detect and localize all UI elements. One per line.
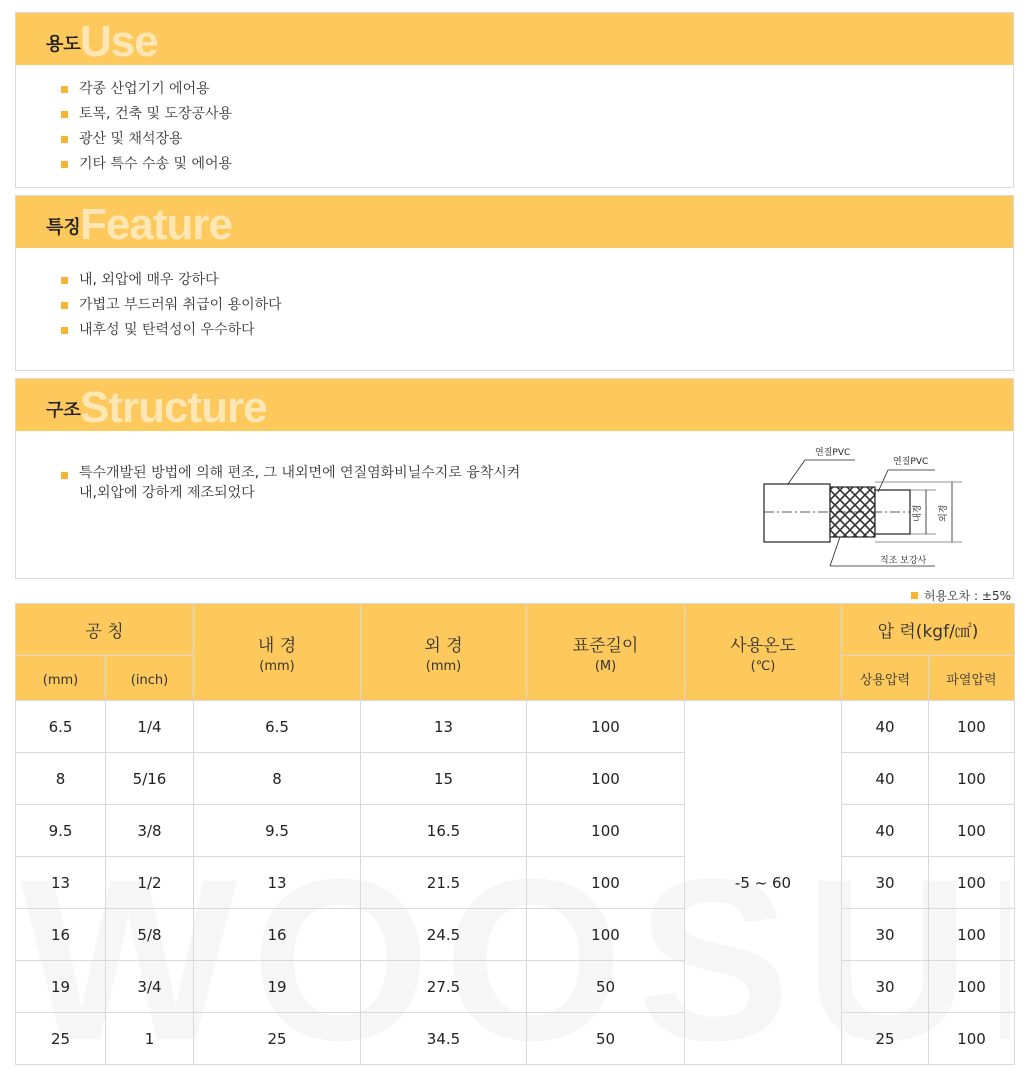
table-row [16, 701, 1015, 753]
header-burst-pressure: 파열압력 [929, 656, 1015, 701]
list-item: 내후성 및 탄력성이 우수하다 [61, 318, 1013, 343]
list-item: 기타 특수 수송 및 에어용 [61, 152, 1013, 177]
cell-outer: 15 [361, 753, 527, 805]
cell-working: 30 [842, 961, 929, 1013]
list-item: 토목, 건축 및 도장공사용 [61, 102, 1013, 127]
list-item: 각종 산업기기 에어용 [61, 77, 1013, 102]
structure-line-1: 특수개발된 방법에 의해 편조, 그 내외면에 연질염화비닐수지로 융착시켜 [79, 465, 521, 481]
list-item: 광산 및 채석장용 [61, 127, 1013, 152]
cell-length: 100 [527, 701, 685, 753]
feature-list [16, 248, 1013, 343]
header-temperature: 사용온도 (℃) [685, 604, 842, 701]
use-header [16, 13, 1013, 65]
cell-inner: 8 [194, 753, 361, 805]
cell-burst: 100 [929, 961, 1015, 1013]
cell-mm: 16 [16, 909, 106, 961]
feature-title: 특징 [46, 217, 81, 238]
outer-pvc-layer [764, 484, 830, 542]
cell-length: 100 [527, 805, 685, 857]
cell-burst: 100 [929, 909, 1015, 961]
use-title: 용도 [46, 34, 81, 55]
cell-outer: 16.5 [361, 805, 527, 857]
tolerance-note [911, 587, 1011, 604]
cell-inch: 3/4 [106, 961, 194, 1013]
cell-inner: 13 [194, 857, 361, 909]
structure-title-en: Structure [80, 383, 267, 431]
cell-working: 30 [842, 857, 929, 909]
table-row [16, 753, 1015, 805]
header-length: 표준길이 (M) [527, 604, 685, 701]
cell-temperature: -5 ~ 60 [685, 701, 842, 1065]
label-outer-dia: 외경 [939, 504, 949, 522]
cell-working: 40 [842, 805, 929, 857]
cell-mm: 8 [16, 753, 106, 805]
use-title-en: Use [80, 17, 158, 65]
cell-mm: 6.5 [16, 701, 106, 753]
cell-outer: 27.5 [361, 961, 527, 1013]
cell-outer: 24.5 [361, 909, 527, 961]
cell-working: 30 [842, 909, 929, 961]
label-outer-pvc: 연질PVC [815, 448, 851, 458]
feature-section [15, 195, 1014, 371]
tolerance-text: 허용오차 : ±5% [923, 589, 1011, 603]
cell-burst: 100 [929, 1013, 1015, 1065]
cell-working: 40 [842, 701, 929, 753]
structure-line-2: 내,외압에 강하게 제조되었다 [79, 485, 255, 501]
header-outer-diameter: 외 경 (mm) [361, 604, 527, 701]
header-nominal-mm: (mm) [16, 656, 106, 701]
header-nominal-inch: (inch) [106, 656, 194, 701]
cell-length: 100 [527, 909, 685, 961]
header-nominal: 공 칭 [16, 604, 194, 656]
label-inner-pvc: 연질PVC [893, 457, 929, 467]
cell-mm: 25 [16, 1013, 106, 1065]
header-inner-diameter: 내 경 (mm) [194, 604, 361, 701]
cell-length: 100 [527, 753, 685, 805]
cell-inner: 6.5 [194, 701, 361, 753]
structure-title: 구조 [46, 400, 81, 421]
table-row [16, 805, 1015, 857]
feature-header [16, 196, 1013, 248]
feature-title-en: Feature [80, 200, 232, 248]
use-list [16, 65, 1013, 177]
cell-burst: 100 [929, 701, 1015, 753]
table-row [16, 1013, 1015, 1065]
cell-inch: 1 [106, 1013, 194, 1065]
cell-outer: 34.5 [361, 1013, 527, 1065]
cell-mm: 19 [16, 961, 106, 1013]
table-row [16, 961, 1015, 1013]
cell-inner: 19 [194, 961, 361, 1013]
cell-inch: 3/8 [106, 805, 194, 857]
structure-header [16, 379, 1013, 431]
spec-table [15, 603, 1015, 1065]
cell-mm: 13 [16, 857, 106, 909]
hose-structure-diagram [730, 440, 990, 575]
cell-outer: 21.5 [361, 857, 527, 909]
cell-burst: 100 [929, 805, 1015, 857]
cell-inch: 1/4 [106, 701, 194, 753]
cell-inch: 1/2 [106, 857, 194, 909]
use-section [15, 12, 1014, 188]
list-item: 내, 외압에 매우 강하다 [61, 268, 1013, 293]
table-row [16, 909, 1015, 961]
label-reinforce: 직조 보강사 [880, 556, 927, 566]
cell-burst: 100 [929, 857, 1015, 909]
header-pressure: 압 력(kgf/㎠) [842, 604, 1015, 656]
cell-working: 25 [842, 1013, 929, 1065]
cell-burst: 100 [929, 753, 1015, 805]
cell-inner: 9.5 [194, 805, 361, 857]
cell-working: 40 [842, 753, 929, 805]
list-item: 가볍고 부드러워 취급이 용이하다 [61, 293, 1013, 318]
cell-length: 50 [527, 1013, 685, 1065]
table-row [16, 857, 1015, 909]
cell-inch: 5/16 [106, 753, 194, 805]
cell-inner: 16 [194, 909, 361, 961]
label-inner-dia: 내경 [913, 504, 923, 522]
header-working-pressure: 상용압력 [842, 656, 929, 701]
cell-length: 100 [527, 857, 685, 909]
cell-inner: 25 [194, 1013, 361, 1065]
cell-length: 50 [527, 961, 685, 1013]
cell-mm: 9.5 [16, 805, 106, 857]
cell-outer: 13 [361, 701, 527, 753]
cell-inch: 5/8 [106, 909, 194, 961]
